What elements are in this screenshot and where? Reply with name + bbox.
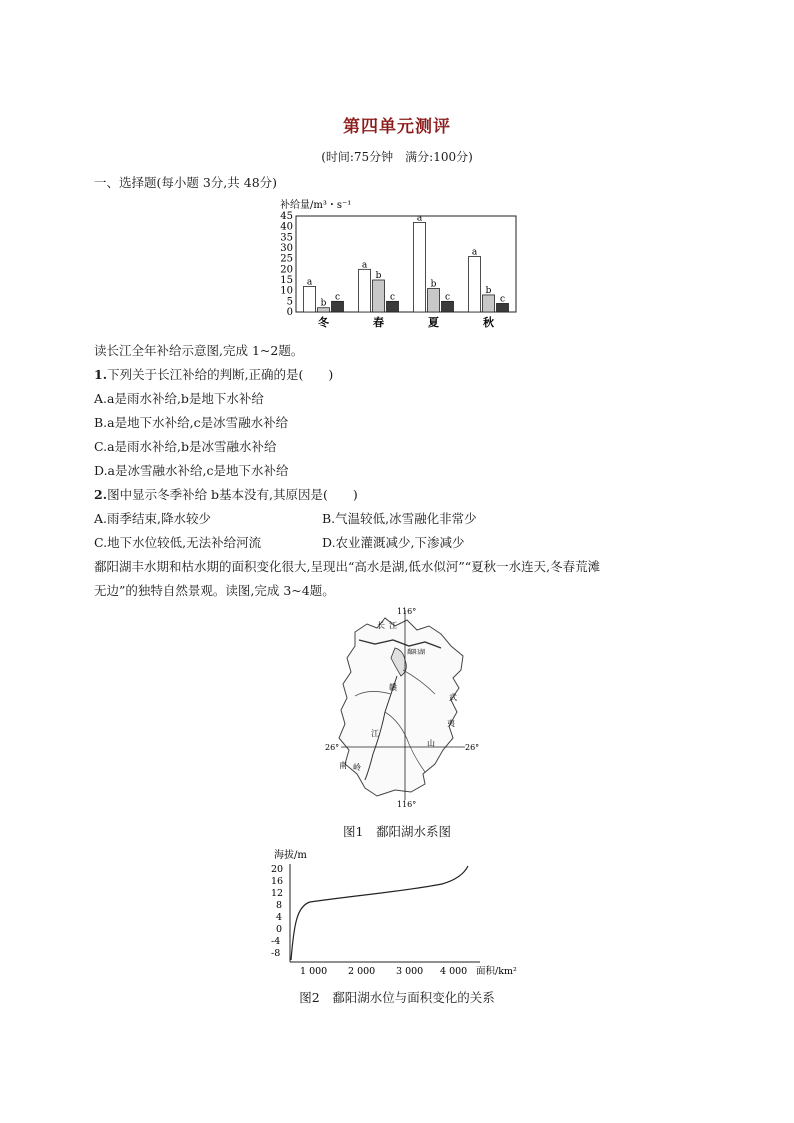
bar-c — [387, 301, 399, 312]
bar-ytick-label: 10 — [280, 285, 293, 297]
bar-ytick-label: 40 — [280, 221, 293, 233]
area-ytick: 12 — [271, 888, 284, 899]
bar-ytick-label: 5 — [286, 296, 293, 308]
level-area-curve — [291, 866, 468, 960]
poyang-lake-map — [325, 604, 480, 809]
map-label-ling: 岭 — [353, 763, 361, 772]
question-1-stem: 下列关于长江补给的判断,正确的是( ) — [107, 367, 334, 382]
supply-bar-chart — [270, 196, 530, 336]
q2-option-a: A.雨季结束,降水较少 — [94, 511, 211, 526]
area-ytick: -4 — [271, 936, 281, 947]
area-ytick: 4 — [276, 912, 283, 923]
map-caption: 图1 鄱阳湖水系图 — [343, 824, 451, 839]
section-heading: 一、选择题(每小题 3分,共 48分) — [94, 175, 278, 190]
area-xtick: 4 000 — [440, 966, 468, 977]
area-xtick: 3 000 — [396, 966, 424, 977]
area-chart-xlabel: 面积/km² — [476, 966, 517, 977]
bar-c — [497, 303, 509, 312]
lat-label-right: 26° — [465, 743, 480, 752]
area-ytick: 16 — [271, 876, 284, 887]
map-label-chang: 长 — [377, 621, 385, 630]
map-label-jiang: 江 — [389, 621, 397, 630]
question-2-stem: 图中显示冬季补给 b基本没有,其原因是( ) — [107, 487, 358, 502]
q2-option-c: C.地下水位较低,无法补给河流 — [94, 535, 262, 550]
bar-series-label: b — [485, 285, 492, 296]
bar-a — [469, 257, 481, 312]
q1-option-b: B.a是地下水补给,c是冰雪融水补给 — [94, 415, 289, 430]
bar-series-label: a — [361, 260, 368, 271]
map-label-wu: 武 — [449, 693, 457, 702]
bar-ytick-label: 20 — [280, 264, 293, 276]
map-label-gan-jiang: 江 — [371, 729, 379, 738]
bar-category-label: 夏 — [428, 316, 439, 329]
bar-series-label: b — [375, 271, 382, 281]
exam-time-score: (时间:75分钟 满分:100分) — [321, 150, 473, 164]
bar-series-label: c — [499, 294, 506, 305]
question-2-number: 2. — [94, 487, 108, 502]
bar-category-label: 春 — [373, 316, 384, 329]
question-1-number: 1. — [94, 367, 108, 382]
q1-option-d: D.a是冰雪融水补给,c是地下水补给 — [94, 463, 289, 478]
bar-series-label: c — [389, 292, 396, 303]
q1-option-a: A.a是雨水补给,b是地下水补给 — [94, 391, 264, 406]
bar-series-label: c — [334, 292, 341, 303]
bar-series-label: b — [320, 298, 327, 309]
lon-label-bottom: 116° — [397, 800, 417, 809]
area-ytick: 20 — [271, 864, 284, 875]
area-chart-ylabel: 海拔/m — [274, 850, 307, 861]
bar-c — [332, 301, 344, 312]
intro-q1-2: 读长江全年补给示意图,完成 1~2题。 — [94, 343, 304, 358]
map-label-gan: 赣 — [389, 683, 397, 692]
bar-category-label: 冬 — [318, 316, 329, 329]
question-2 — [94, 485, 358, 503]
area-chart-caption: 图2 鄱阳湖水位与面积变化的关系 — [299, 990, 495, 1005]
map-label-nan: 南 — [339, 761, 347, 770]
bar-b — [373, 280, 385, 312]
area-ytick: -8 — [271, 948, 281, 959]
area-ytick: 8 — [276, 900, 283, 911]
q2-option-b: B.气温较低,冰雪融化非常少 — [322, 511, 477, 526]
q1-option-c: C.a是雨水补给,b是冰雪融水补给 — [94, 439, 277, 454]
level-area-chart — [270, 846, 540, 981]
bar-ytick-label: 45 — [280, 211, 293, 222]
question-1 — [94, 365, 333, 383]
map-label-poyang: 鄱阳湖 — [407, 649, 426, 656]
bar-chart-ylabel: 补给量/m³・s⁻¹ — [280, 200, 352, 211]
bar-b — [483, 295, 495, 312]
intro-q3-4-line2: 无边”的独特自然景观。读图,完成 3~4题。 — [94, 583, 335, 598]
bar-ytick-label: 35 — [280, 232, 293, 244]
map-label-shan: 山 — [427, 739, 435, 748]
bar-category-label: 秋 — [483, 316, 494, 329]
page-title: 第四单元测评 — [343, 117, 451, 137]
map-label-yi: 夷 — [447, 719, 455, 728]
bar-series-label: a — [306, 277, 313, 288]
bar-ytick-label: 15 — [280, 275, 293, 286]
lon-label-top: 116° — [397, 607, 417, 616]
bar-a — [359, 269, 371, 312]
bar-a — [304, 286, 316, 312]
bar-ytick-label: 0 — [286, 307, 293, 318]
bar-series-label: a — [471, 247, 478, 258]
bar-series-label: a — [416, 213, 423, 224]
bar-ytick-label: 30 — [280, 243, 293, 254]
lat-label-left: 26° — [325, 743, 340, 752]
bar-series-label: b — [430, 279, 437, 290]
bar-c — [442, 301, 454, 312]
bar-series-label: c — [444, 292, 451, 303]
bar-a — [414, 222, 426, 312]
bar-ytick-label: 25 — [280, 253, 293, 265]
area-xtick: 2 000 — [348, 966, 376, 977]
area-xtick: 1 000 — [300, 966, 328, 977]
intro-q3-4-line1: 鄱阳湖丰水期和枯水期的面积变化很大,呈现出“高水是湖,低水似河”“夏秋一水连天,冬春荒滩 — [94, 559, 601, 574]
area-ytick: 0 — [276, 924, 283, 935]
q2-option-d: D.农业灌溉减少,下渗减少 — [322, 535, 465, 550]
bar-b — [428, 289, 440, 312]
